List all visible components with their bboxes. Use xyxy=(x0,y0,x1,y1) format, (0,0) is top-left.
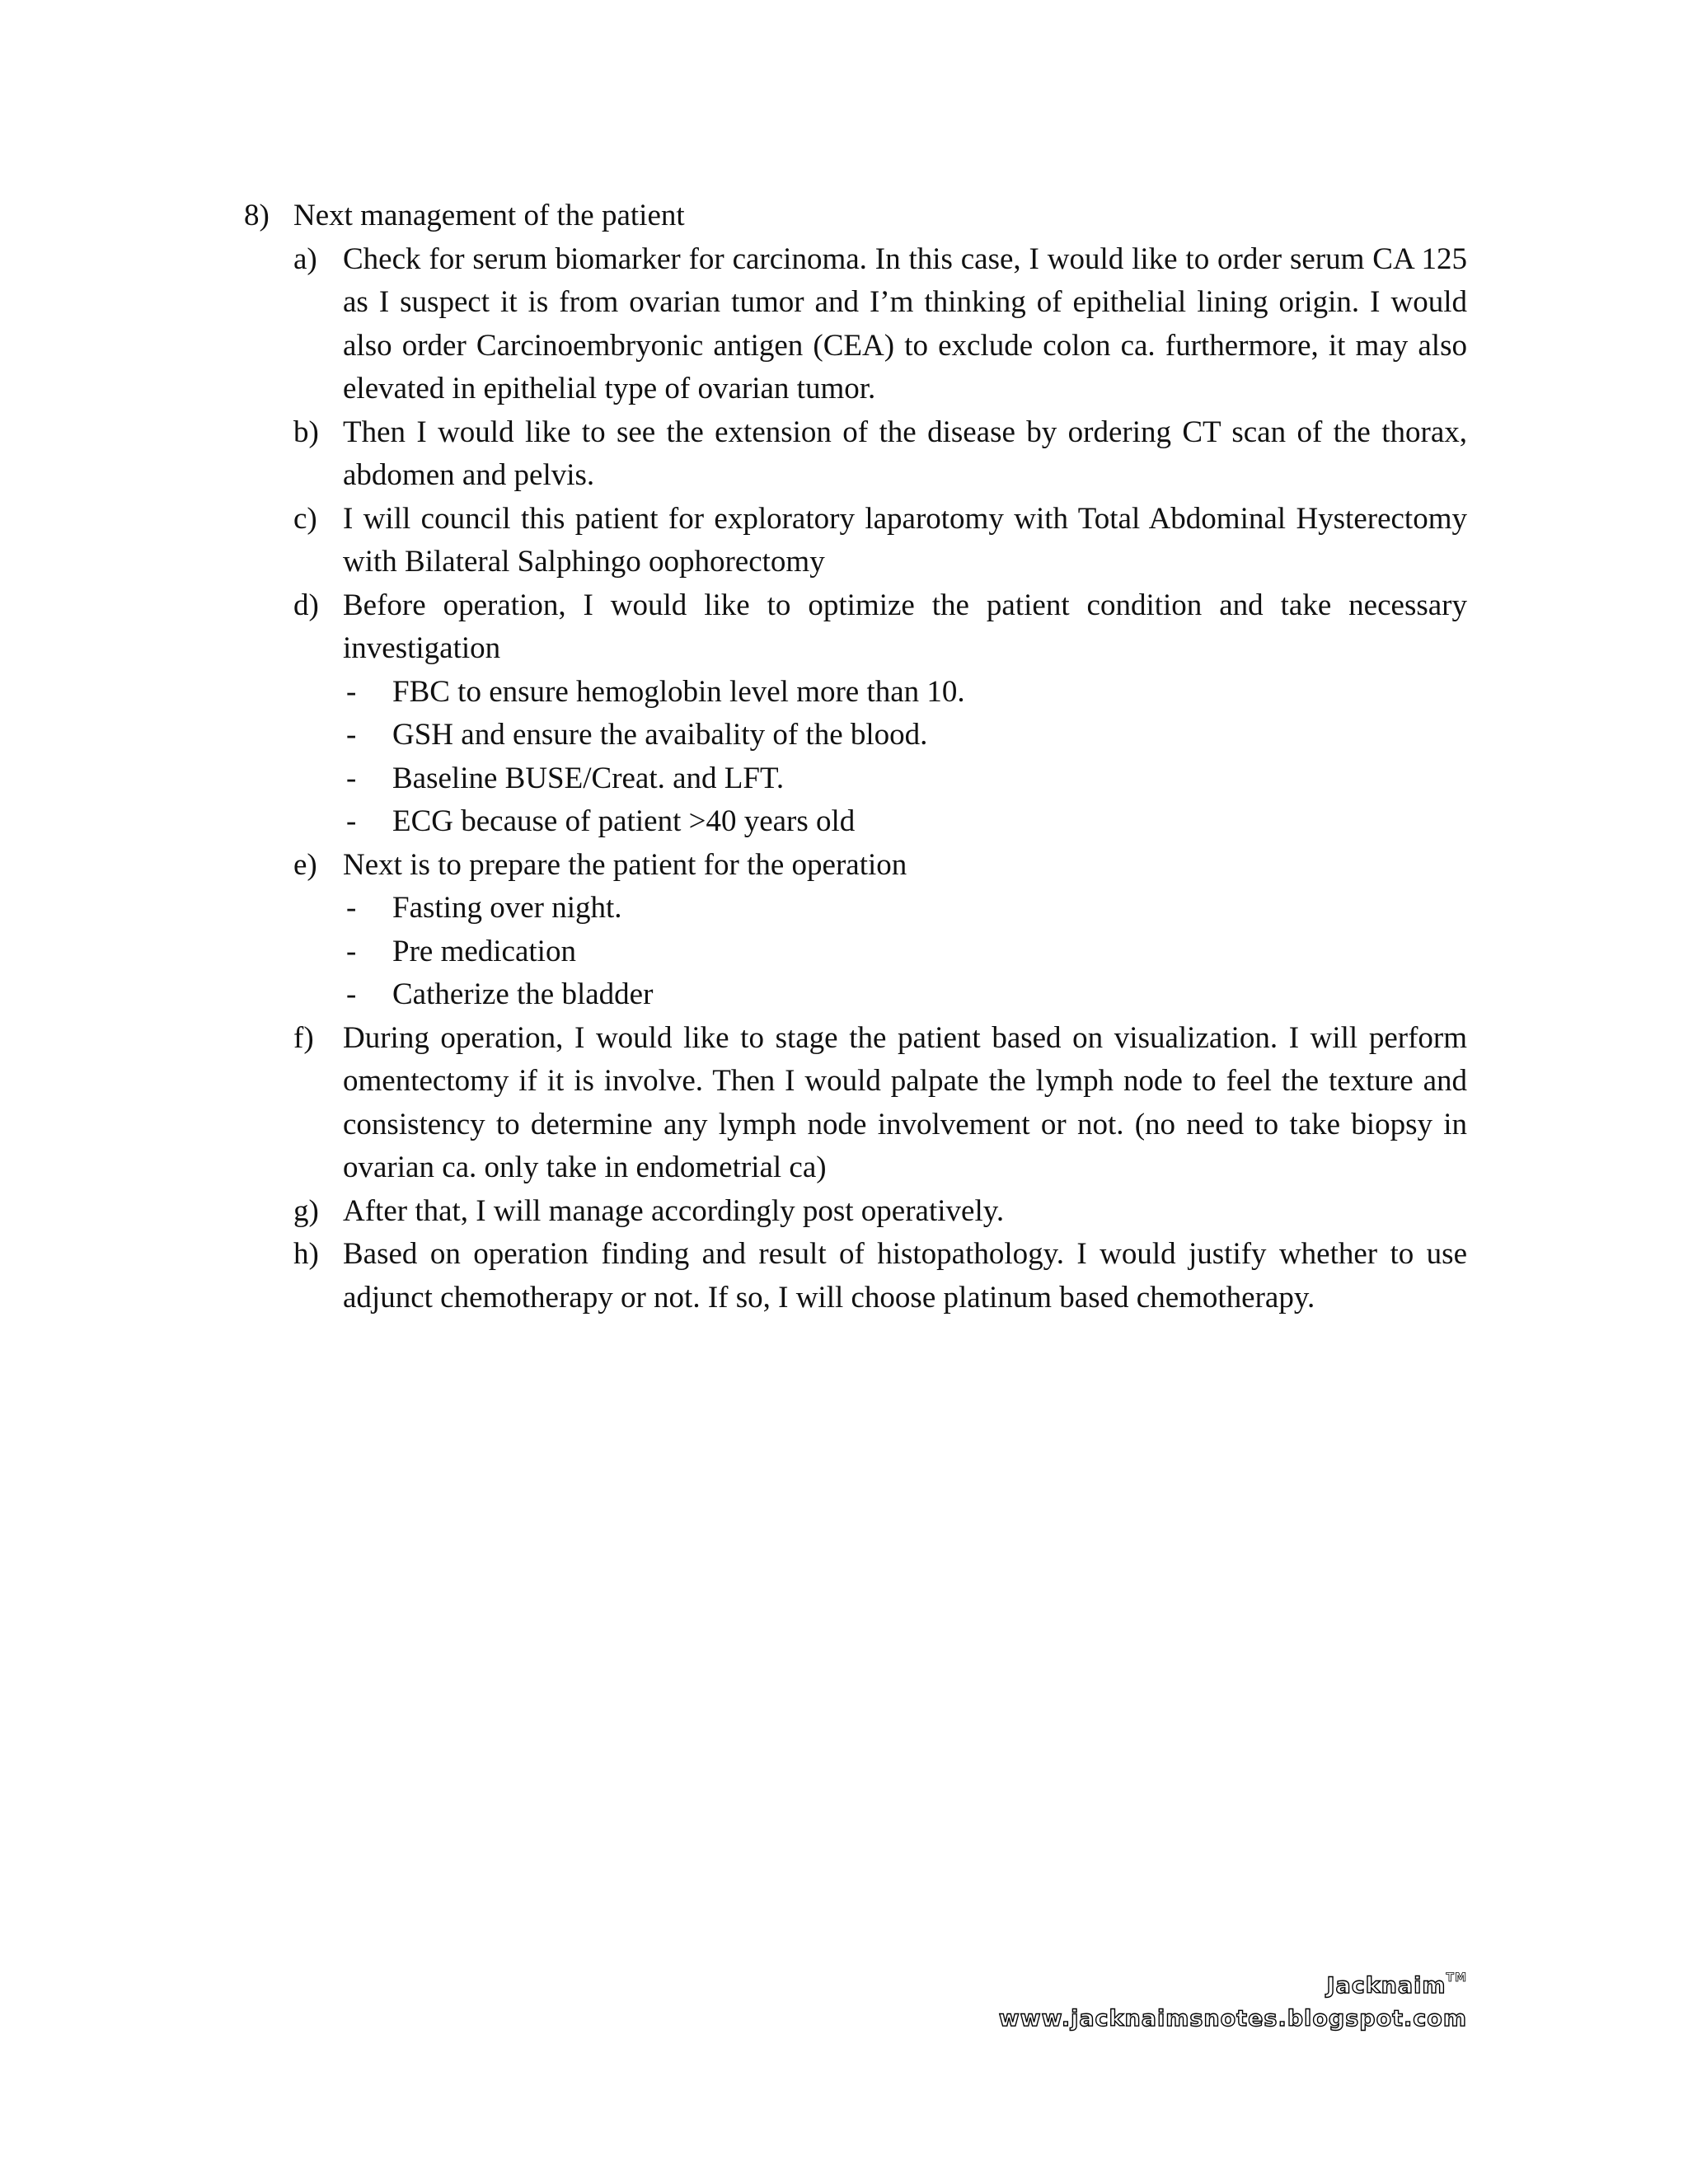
list-item xyxy=(293,1017,1467,1190)
bullet-item xyxy=(343,973,1467,1017)
bullet-text: Baseline BUSE/Creat. and LFT. xyxy=(392,761,785,795)
trademark-mark: TM xyxy=(1446,1971,1467,1985)
list-item xyxy=(293,498,1467,584)
footer-brand: Jacknaim xyxy=(1326,1973,1447,1999)
item-text: Before operation, I would like to optimize the patient condition and take necessary investigation xyxy=(343,588,1467,665)
item-text: Then I would like to see the extension of the disease by ordering CT scan of the thorax, abdomen and pelvis. xyxy=(343,415,1467,492)
item-label: e) xyxy=(293,847,317,882)
bullet-item xyxy=(343,757,1467,801)
item-text: Check for serum biomarker for carcinoma. In this case, I would like to order serum CA 125 as I suspect it is from ovarian tumor and I’m thinking of epithelial lining origin. I would also order Carcinoembryonic antigen (CEA) to exclude colon ca. furthermore, it may also elevated in epithelial type of ovarian tumor. xyxy=(343,241,1467,405)
item-label: b) xyxy=(293,415,319,449)
item-body xyxy=(343,1233,1467,1319)
section-number: 8) xyxy=(244,199,270,232)
bullet-marker: - xyxy=(346,804,357,838)
list-item xyxy=(293,238,1467,411)
item-body xyxy=(343,844,1467,1017)
document-body xyxy=(244,194,1467,1319)
item-body xyxy=(343,1190,1467,1234)
list-item xyxy=(293,1190,1467,1234)
bullet-item xyxy=(343,714,1467,757)
bullet-marker: - xyxy=(346,934,357,968)
item-text: Based on operation finding and result of histopathology. I would justify whether to use adjunct chemotherapy or not. If so, I will choose platinum based chemotherapy. xyxy=(343,1237,1467,1315)
item-label: f) xyxy=(293,1020,314,1055)
bullet-item xyxy=(343,800,1467,844)
bullet-marker: - xyxy=(346,761,357,795)
bullet-marker: - xyxy=(346,718,357,752)
bullet-item xyxy=(343,671,1467,715)
footer-brand-line xyxy=(999,1961,1467,2003)
bullet-text: FBC to ensure hemoglobin level more than 10. xyxy=(392,674,965,709)
item-body xyxy=(343,1017,1467,1190)
item-text: During operation, I would like to stage the patient based on visualization. I will perform omentectomy if it is involve. Then I would palpate the lymph node to feel the texture and consistency to determine any lymph node involvement or not. (no need to take biopsy in ovarian ca. only take in endometrial ca) xyxy=(343,1020,1467,1184)
item-text: After that, I will manage accordingly post operatively. xyxy=(343,1193,1005,1228)
bullet-marker: - xyxy=(346,891,357,925)
item-label: a) xyxy=(293,241,317,276)
item-body xyxy=(343,498,1467,584)
list-item xyxy=(293,1233,1467,1319)
bullet-marker: - xyxy=(346,674,357,709)
bullet-text: Pre medication xyxy=(392,934,576,968)
bullet-list xyxy=(343,671,1467,844)
bullet-item xyxy=(343,930,1467,974)
item-label: d) xyxy=(293,588,319,622)
bullet-text: GSH and ensure the avaibality of the blood. xyxy=(392,718,928,752)
item-body xyxy=(343,238,1467,411)
list-item xyxy=(293,411,1467,498)
bullet-marker: - xyxy=(346,977,357,1011)
item-body xyxy=(343,584,1467,844)
footer-website: www.jacknaimsnotes.blogspot.com xyxy=(998,2006,1467,2032)
section-heading xyxy=(244,194,1467,238)
footer-watermark xyxy=(999,1961,1467,2036)
item-text: I will council this patient for exploratory laparotomy with Total Abdominal Hysterectomy with Bilateral Salphingo oophorectomy xyxy=(343,501,1467,579)
item-label: c) xyxy=(293,501,317,536)
bullet-text: Catherize the bladder xyxy=(392,977,654,1011)
management-list xyxy=(293,238,1467,1320)
item-label: h) xyxy=(293,1237,319,1271)
item-label: g) xyxy=(293,1193,319,1228)
item-body xyxy=(343,411,1467,498)
bullet-text: ECG because of patient >40 years old xyxy=(392,804,856,838)
bullet-item xyxy=(343,887,1467,930)
section-title: Next management of the patient xyxy=(293,199,685,232)
bullet-text: Fasting over night. xyxy=(392,891,622,925)
item-text: Next is to prepare the patient for the operation xyxy=(343,847,907,882)
list-item xyxy=(293,584,1467,844)
list-item xyxy=(293,844,1467,1017)
bullet-list xyxy=(343,887,1467,1017)
